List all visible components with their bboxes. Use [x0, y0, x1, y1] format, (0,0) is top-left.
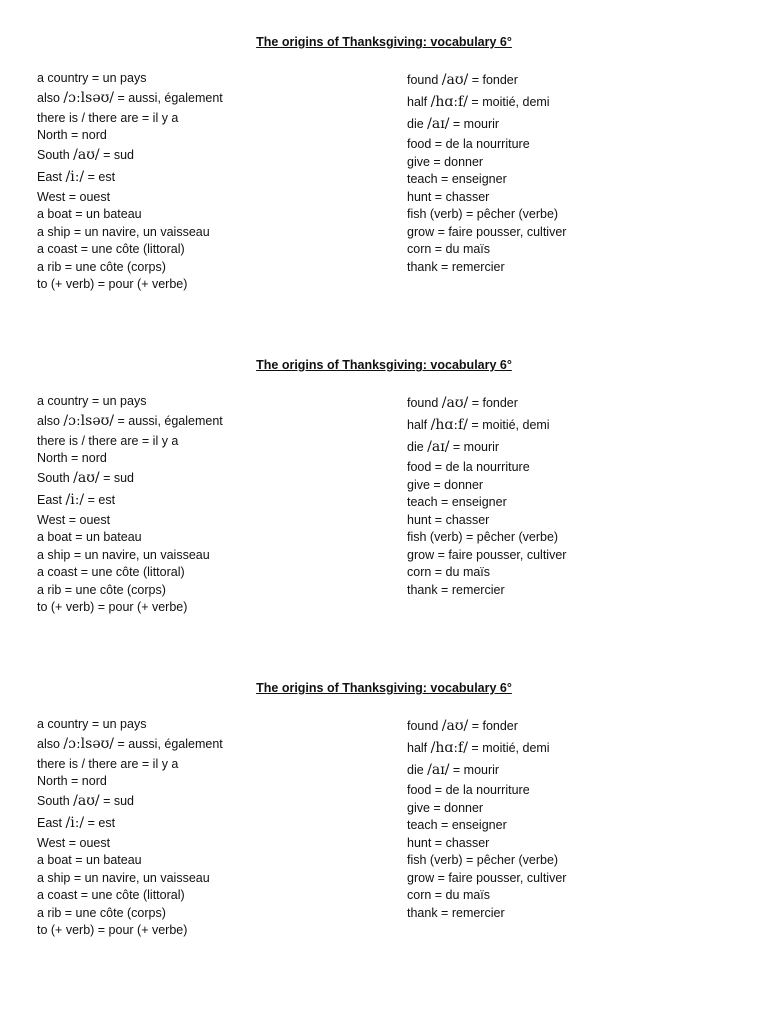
- vocabulary-item: [407, 740, 550, 756]
- vocab-text: a boat = un bateau: [37, 530, 142, 544]
- phonetic-transcription: /ɔːlsəʊ/: [63, 736, 115, 752]
- vocabulary-item: [37, 756, 178, 772]
- vocabulary-item: [407, 116, 499, 132]
- vocabulary-item: [37, 512, 110, 528]
- vocabulary-item: [37, 70, 146, 86]
- phonetic-transcription: /aʊ/: [441, 72, 469, 88]
- phonetic-transcription: /aʊ/: [73, 147, 100, 163]
- vocabulary-item: [407, 241, 490, 257]
- vocabulary-item: [407, 582, 505, 598]
- vocabulary-card: [0, 357, 768, 657]
- vocab-text: to (+ verb) = pour (+ verbe): [37, 923, 188, 937]
- vocab-text: a ship = un navire, un vaisseau: [37, 871, 210, 885]
- vocab-translation: = sud: [99, 471, 135, 485]
- vocabulary-item: [37, 887, 185, 903]
- vocab-translation: = fonder: [468, 396, 518, 410]
- vocabulary-item: [37, 547, 210, 563]
- vocab-text: half: [407, 418, 431, 432]
- vocab-text: die: [407, 117, 428, 131]
- phonetic-transcription: /iː/: [65, 169, 85, 185]
- vocab-text: South: [37, 794, 74, 808]
- vocabulary-item: [37, 413, 223, 429]
- vocab-text: to (+ verb) = pour (+ verbe): [37, 600, 188, 614]
- vocabulary-item: [37, 716, 146, 732]
- vocab-text: West = ouest: [37, 190, 111, 204]
- vocab-text: food = de la nourriture: [407, 137, 530, 151]
- vocabulary-card: [0, 680, 768, 980]
- vocab-text: East: [37, 170, 66, 184]
- vocab-translation: = aussi, également: [114, 414, 223, 428]
- vocab-translation: = fonder: [468, 719, 518, 733]
- vocab-text: corn = du maïs: [407, 565, 491, 579]
- vocab-text: die: [407, 440, 428, 454]
- vocabulary-item: [37, 259, 166, 275]
- vocab-text: a ship = un navire, un vaisseau: [37, 225, 210, 239]
- vocabulary-item: [407, 817, 507, 833]
- vocabulary-item: [37, 582, 166, 598]
- vocab-text: hunt = chasser: [407, 513, 490, 527]
- vocabulary-item: [37, 492, 115, 508]
- vocabulary-item: [407, 852, 558, 868]
- vocabulary-item: [37, 169, 115, 185]
- vocab-text: a country = un pays: [37, 394, 147, 408]
- vocab-text: grow = faire pousser, cultiver: [407, 548, 567, 562]
- vocabulary-item: [37, 870, 210, 886]
- vocabulary-card: [0, 34, 768, 334]
- vocabulary-item: [407, 171, 507, 187]
- vocab-translation: = aussi, également: [114, 737, 223, 751]
- vocabulary-item: [37, 470, 134, 486]
- phonetic-transcription: /hɑːf/: [430, 417, 468, 433]
- vocabulary-item: [37, 110, 178, 126]
- vocabulary-item: [407, 189, 489, 205]
- vocab-translation: = moitié, demi: [467, 741, 550, 755]
- vocab-text: grow = faire pousser, cultiver: [407, 225, 567, 239]
- phonetic-transcription: /iː/: [65, 815, 85, 831]
- vocabulary-item: [407, 417, 550, 433]
- vocabulary-item: [37, 599, 187, 615]
- vocab-text: thank = remercier: [407, 583, 505, 597]
- vocab-text: teach = enseigner: [407, 172, 507, 186]
- vocab-text: found: [407, 719, 442, 733]
- phonetic-transcription: /aʊ/: [73, 470, 100, 486]
- vocabulary-item: [407, 259, 505, 275]
- vocab-text: there is / there are = il y a: [37, 757, 179, 771]
- vocab-translation: = est: [84, 170, 116, 184]
- vocab-text: food = de la nourriture: [407, 460, 530, 474]
- vocab-text: there is / there are = il y a: [37, 434, 179, 448]
- vocabulary-item: [37, 736, 223, 752]
- vocab-text: thank = remercier: [407, 906, 505, 920]
- vocab-text: a ship = un navire, un vaisseau: [37, 548, 210, 562]
- vocabulary-item: [37, 564, 185, 580]
- vocabulary-item: [37, 127, 107, 143]
- vocab-text: fish (verb) = pêcher (verbe): [407, 853, 559, 867]
- vocabulary-item: [407, 782, 530, 798]
- vocabulary-item: [37, 450, 107, 466]
- vocabulary-item: [37, 393, 146, 409]
- vocab-text: a rib = une côte (corps): [37, 906, 166, 920]
- vocabulary-item: [407, 459, 530, 475]
- vocab-text: North = nord: [37, 128, 107, 142]
- vocabulary-item: [37, 835, 110, 851]
- vocab-translation: = sud: [99, 794, 135, 808]
- vocabulary-item: [407, 494, 507, 510]
- vocab-text: West = ouest: [37, 513, 111, 527]
- vocab-text: a rib = une côte (corps): [37, 260, 166, 274]
- vocab-translation: = aussi, également: [114, 91, 223, 105]
- phonetic-transcription: /hɑːf/: [430, 94, 468, 110]
- vocab-text: a coast = une côte (littoral): [37, 242, 185, 256]
- vocab-text: give = donner: [407, 801, 484, 815]
- vocabulary-item: [407, 800, 483, 816]
- vocabulary-item: [407, 762, 499, 778]
- vocab-text: fish (verb) = pêcher (verbe): [407, 530, 559, 544]
- vocab-text: give = donner: [407, 478, 484, 492]
- vocab-text: a boat = un bateau: [37, 853, 142, 867]
- vocab-translation: = moitié, demi: [467, 418, 550, 432]
- vocabulary-item: [37, 90, 223, 106]
- phonetic-transcription: /aʊ/: [441, 395, 469, 411]
- vocabulary-item: [37, 922, 187, 938]
- vocab-text: food = de la nourriture: [407, 783, 530, 797]
- vocab-translation: = mourir: [449, 440, 500, 454]
- vocab-text: East: [37, 816, 66, 830]
- vocabulary-item: [407, 529, 558, 545]
- vocabulary-item: [37, 433, 178, 449]
- vocab-text: found: [407, 73, 442, 87]
- vocab-text: thank = remercier: [407, 260, 505, 274]
- vocabulary-item: [407, 835, 489, 851]
- vocabulary-item: [37, 147, 134, 163]
- vocabulary-item: [407, 206, 558, 222]
- vocabulary-item: [37, 815, 115, 831]
- vocab-text: South: [37, 471, 74, 485]
- vocabulary-item: [407, 154, 483, 170]
- vocab-translation: = est: [84, 493, 116, 507]
- vocab-text: a country = un pays: [37, 71, 147, 85]
- vocab-text: North = nord: [37, 451, 107, 465]
- vocabulary-item: [407, 718, 518, 734]
- vocab-text: corn = du maïs: [407, 888, 491, 902]
- vocab-translation: = fonder: [468, 73, 518, 87]
- vocab-text: a country = un pays: [37, 717, 147, 731]
- vocabulary-item: [37, 224, 210, 240]
- vocab-text: grow = faire pousser, cultiver: [407, 871, 567, 885]
- vocabulary-item: [37, 793, 134, 809]
- vocab-text: teach = enseigner: [407, 818, 507, 832]
- vocab-translation: = est: [84, 816, 116, 830]
- vocabulary-item: [407, 870, 566, 886]
- vocabulary-item: [407, 564, 490, 580]
- vocab-text: also: [37, 414, 64, 428]
- vocab-translation: = moitié, demi: [467, 95, 550, 109]
- vocab-text: there is / there are = il y a: [37, 111, 179, 125]
- vocabulary-item: [407, 136, 530, 152]
- card-title: The origins of Thanksgiving: vocabulary 6°: [256, 358, 512, 372]
- vocab-translation: = sud: [99, 148, 135, 162]
- phonetic-transcription: /aɪ/: [427, 439, 450, 455]
- vocab-text: found: [407, 396, 442, 410]
- vocab-text: West = ouest: [37, 836, 111, 850]
- vocab-text: a boat = un bateau: [37, 207, 142, 221]
- vocab-text: a coast = une côte (littoral): [37, 565, 185, 579]
- card-title: The origins of Thanksgiving: vocabulary 6°: [256, 35, 512, 49]
- vocabulary-item: [37, 852, 142, 868]
- vocab-text: give = donner: [407, 155, 484, 169]
- vocab-text: to (+ verb) = pour (+ verbe): [37, 277, 188, 291]
- vocabulary-item: [407, 905, 505, 921]
- phonetic-transcription: /aɪ/: [427, 116, 450, 132]
- vocabulary-item: [407, 224, 566, 240]
- vocab-text: East: [37, 493, 66, 507]
- vocabulary-item: [37, 189, 110, 205]
- phonetic-transcription: /hɑːf/: [430, 740, 468, 756]
- vocab-text: corn = du maïs: [407, 242, 491, 256]
- vocabulary-item: [407, 477, 483, 493]
- card-title: The origins of Thanksgiving: vocabulary 6°: [256, 681, 512, 695]
- phonetic-transcription: /ɔːlsəʊ/: [63, 413, 115, 429]
- vocabulary-item: [37, 276, 187, 292]
- vocabulary-item: [407, 72, 518, 88]
- phonetic-transcription: /aɪ/: [427, 762, 450, 778]
- vocabulary-item: [407, 395, 518, 411]
- vocabulary-item: [37, 241, 185, 257]
- vocab-translation: = mourir: [449, 117, 500, 131]
- vocabulary-item: [407, 439, 499, 455]
- vocabulary-item: [407, 887, 490, 903]
- vocab-text: fish (verb) = pêcher (verbe): [407, 207, 559, 221]
- vocab-text: also: [37, 737, 64, 751]
- vocab-text: teach = enseigner: [407, 495, 507, 509]
- vocab-text: also: [37, 91, 64, 105]
- vocab-text: North = nord: [37, 774, 107, 788]
- vocabulary-item: [37, 905, 166, 921]
- vocab-text: half: [407, 95, 431, 109]
- vocabulary-item: [407, 512, 489, 528]
- phonetic-transcription: /aʊ/: [73, 793, 100, 809]
- vocab-text: South: [37, 148, 74, 162]
- vocabulary-item: [37, 529, 142, 545]
- phonetic-transcription: /aʊ/: [441, 718, 469, 734]
- vocabulary-item: [407, 547, 566, 563]
- vocab-text: die: [407, 763, 428, 777]
- vocab-text: a coast = une côte (littoral): [37, 888, 185, 902]
- vocab-text: a rib = une côte (corps): [37, 583, 166, 597]
- vocab-translation: = mourir: [449, 763, 500, 777]
- vocabulary-item: [37, 206, 142, 222]
- vocabulary-item: [37, 773, 107, 789]
- vocab-text: hunt = chasser: [407, 190, 490, 204]
- vocabulary-item: [407, 94, 550, 110]
- phonetic-transcription: /ɔːlsəʊ/: [63, 90, 115, 106]
- vocab-text: half: [407, 741, 431, 755]
- vocab-text: hunt = chasser: [407, 836, 490, 850]
- phonetic-transcription: /iː/: [65, 492, 85, 508]
